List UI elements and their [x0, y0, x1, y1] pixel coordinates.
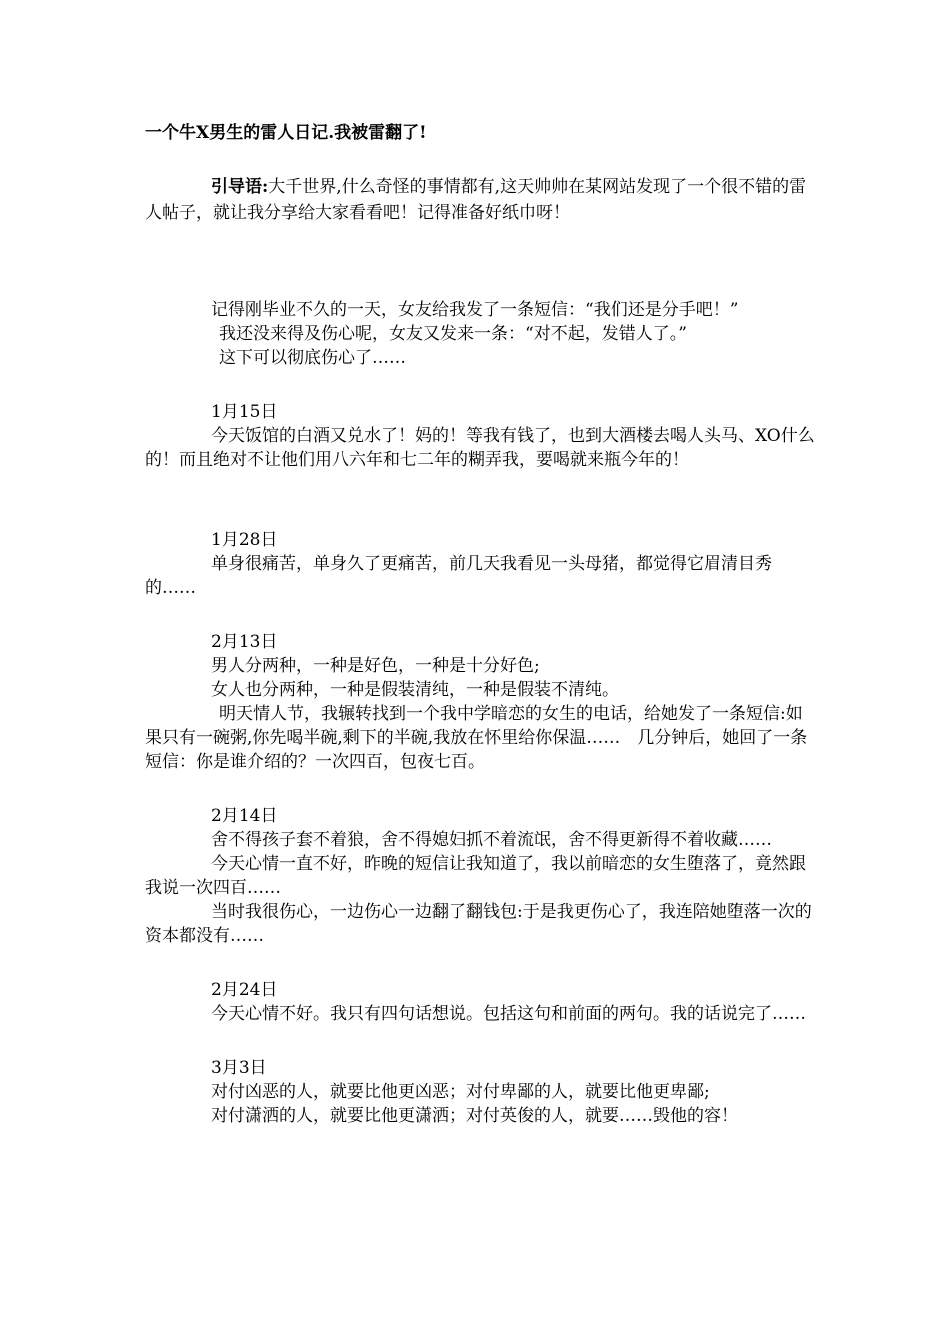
entry-paragraph: 明天情人节，我辗转找到一个我中学暗恋的女生的电话，给她发了一条短信:如果只有一碗粥,你先喝半碗,剩下的半碗,我放在怀里给你保温…… 几分钟后，她回了一条短信：你是谁介绍的？一次四百，包夜七百。 — [145, 704, 808, 772]
intro-label: 引导语: — [211, 177, 269, 197]
entry-paragraph: 舍不得孩子套不着狼，舍不得媳妇抓不着流氓，舍不得更新得不着收藏…… — [211, 830, 772, 850]
opening-paragraph-3: 这下可以彻底伤心了…… — [219, 348, 406, 368]
entry-date: 3月3日 — [211, 1058, 267, 1078]
entry-paragraph: 女人也分两种，一种是假装清纯，一种是假装不清纯。 — [211, 680, 619, 700]
entry-date: 2月24日 — [211, 980, 278, 1000]
entry-paragraph: 对付凶恶的人，就要比他更凶恶；对付卑鄙的人，就要比他更卑鄙; — [211, 1082, 710, 1102]
entry-paragraph: 当时我很伤心，一边伤心一边翻了翻钱包:于是我更伤心了，我连陪她堕落一次的资本都没有…… — [145, 902, 812, 946]
entry-paragraph: 今天心情不好。我只有四句话想说。包括这句和前面的两句。我的话说完了…… — [211, 1004, 806, 1024]
entry-paragraph: 今天心情一直不好，昨晚的短信让我知道了，我以前暗恋的女生堕落了，竟然跟我说一次四百…… — [145, 854, 806, 898]
entry-paragraph: 对付潇洒的人，就要比他更潇洒；对付英俊的人，就要……毁他的容！ — [211, 1106, 738, 1126]
entry-paragraph: 单身很痛苦，单身久了更痛苦，前几天我看见一头母猪，都觉得它眉清目秀的…… — [145, 554, 772, 598]
entry-date: 2月13日 — [211, 632, 278, 652]
intro-paragraph — [145, 174, 815, 226]
document-body — [145, 120, 815, 1128]
document-title: 一个牛X男生的雷人日记.我被雷翻了! — [145, 123, 427, 143]
opening-paragraph-1: 记得刚毕业不久的一天，女友给我发了一条短信：“我们还是分手吧！” — [211, 300, 739, 320]
entry-date: 1月15日 — [211, 402, 278, 422]
opening-paragraph-2: 我还没来得及伤心呢，女友又发来一条：“对不起，发错人了。” — [219, 324, 687, 344]
entry-date: 2月14日 — [211, 806, 278, 826]
intro-text: 大千世界,什么奇怪的事情都有,这天帅帅在某网站发现了一个很不错的雷人帖子，就让我分享给大家看看吧！记得准备好纸巾呀！ — [145, 177, 807, 223]
entry-date: 1月28日 — [211, 530, 278, 550]
entry-paragraph: 男人分两种，一种是好色，一种是十分好色; — [211, 656, 540, 676]
entry-paragraph: 今天饭馆的白酒又兑水了！妈的！等我有钱了，也到大酒楼去喝人头马、XO什么的！而且绝对不让他们用八六年和七二年的糊弄我，要喝就来瓶今年的！ — [145, 426, 815, 470]
